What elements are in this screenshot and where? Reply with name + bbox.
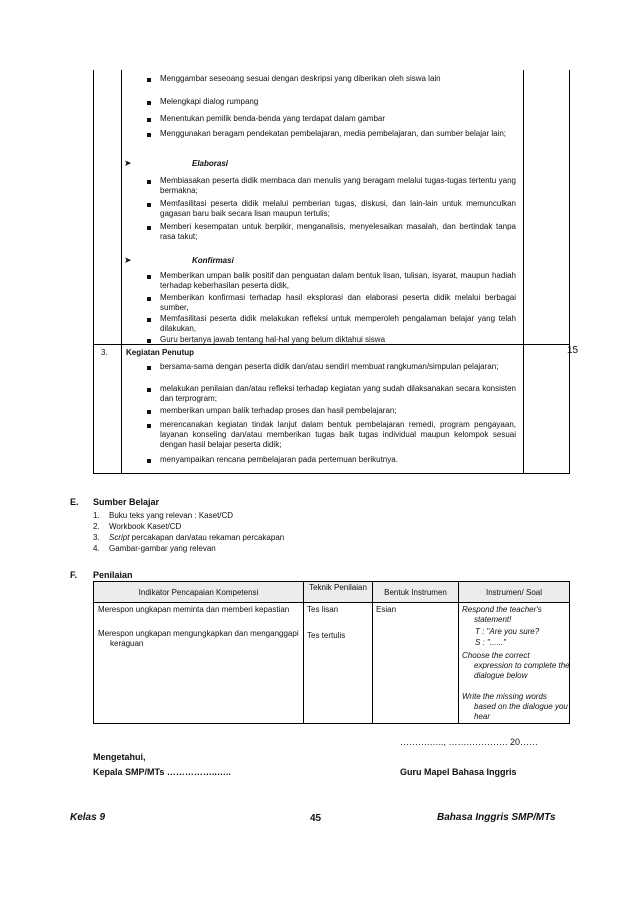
bullet-icon — [147, 339, 151, 343]
bullet-icon — [147, 424, 151, 428]
list-number: 2. — [93, 522, 100, 531]
soal-q2: Choose the correct expression to complete the dialogue below — [462, 651, 570, 680]
list-item: memberikan umpan balik terhadap proses dan hasil pembelajaran; — [160, 406, 397, 415]
bullet-icon — [147, 297, 151, 301]
bentuk-value: Esian — [376, 605, 397, 614]
section-letter: E. — [70, 497, 79, 507]
bullet-icon — [147, 133, 151, 137]
list-item: bersama-sama dengan peserta didik dan/atau sendiri membuat rangkuman/simpulan pelajaran; — [160, 362, 499, 371]
bullet-icon — [147, 459, 151, 463]
list-item: merencanakan kegiatan tindak lanjut dalam bentuk pembelajaran remedi, program pengayaan, layanan konseling dan/atau memberikan tugas baik tugas individual maupun kelompok sesuai dengan hasil belajar peserta didik; — [160, 420, 516, 449]
list-item: Memberikan konfirmasi terhadap hasil eksplorasi dan elaborasi peserta didik melalui berbagai sumber, — [160, 293, 516, 312]
teknik-item: Tes tertulis — [307, 631, 346, 640]
list-number: 1. — [93, 511, 100, 520]
place-date: ……….….., …….…………. 20…… — [400, 737, 539, 747]
header-indikator: Indikator Pencapaian Kompetensi — [138, 588, 259, 597]
footer-class: Kelas 9 — [70, 812, 106, 823]
header-soal: Instrumen/ Soal — [485, 588, 543, 597]
list-item: Menentukan pemilik benda-benda yang terdapat dalam gambar — [160, 114, 386, 123]
principal-label: Kepala SMP/MTs ……………..….. — [93, 767, 231, 777]
penutup-minutes: 15 — [567, 345, 579, 356]
section-title: Sumber Belajar — [93, 497, 160, 507]
teknik-item: Tes lisan — [307, 605, 339, 614]
list-item: Memberikan umpan balik positif dan penguatan dalam bentuk lisan, tulisan, isyarat, maupun hadiah terhadap keberhasilan peserta didik, — [160, 271, 516, 290]
bullet-icon — [147, 78, 151, 82]
soal-s-line: S : "......" — [475, 638, 507, 647]
list-item: Workbook Kaset/CD — [109, 522, 182, 531]
arrow-bullet-icon: ➤ — [124, 255, 132, 265]
list-item: Melengkapi dialog rumpang — [160, 97, 259, 106]
bullet-icon — [147, 203, 151, 207]
list-item — [109, 533, 284, 543]
list-item: Memfasilitasi peserta didik melalui pemberian tugas, diskusi, dan lain-lain untuk memunculkan gagasan baru baik secara lisan maupun tertulis; — [160, 199, 516, 218]
indikator-item: Merespon ungkapan mengungkapkan dan menganggapi keraguan — [98, 629, 299, 648]
bullet-icon — [147, 366, 151, 370]
bullet-icon — [147, 101, 151, 105]
bullet-icon — [147, 388, 151, 392]
known-by-label: Mengetahui, — [93, 752, 146, 762]
list-item: Menggunakan beragam pendekatan pembelajaran, media pembelajaran, dan sumber belajar lain; — [160, 129, 507, 138]
list-item: menyampaikan rencana pembelajaran pada pertemuan berikutnya. — [160, 455, 398, 464]
header-teknik: Teknik Penilaian — [309, 583, 367, 592]
list-item-rest: percakapan dan/atau rekaman percakapan — [129, 533, 285, 542]
footer-subject: Bahasa Inggris SMP/MTs — [437, 812, 556, 823]
header-bentuk: Bentuk Instrumen — [384, 588, 447, 597]
list-number: 4. — [93, 544, 100, 553]
script-word: Script — [109, 533, 130, 542]
bullet-icon — [147, 226, 151, 230]
penutup-title: Kegiatan Penutup — [126, 348, 195, 357]
page-number: 45 — [310, 813, 322, 824]
list-number: 3. — [93, 533, 100, 542]
list-item: Buku teks yang relevan : Kaset/CD — [109, 511, 234, 520]
konfirmasi-title: Konfirmasi — [192, 256, 234, 265]
list-item: Menggambar seseoang sesuai dengan deskripsi yang diberikan oleh siswa lain — [160, 74, 441, 83]
bullet-icon — [147, 180, 151, 184]
elaborasi-title: Elaborasi — [192, 159, 229, 168]
list-item: melakukan penilaian dan/atau refleksi terhadap kegiatan yang sudah dilaksanakan secara konsisten dan terprogram; — [160, 384, 516, 403]
list-item: Memfasilitasi peserta didik melakukan refleksi untuk memperoleh pengalaman belajar yang telah dilakukan, — [160, 314, 516, 333]
list-item: Guru bertanya jawab tentang hal-hal yang belum diktahui siswa — [160, 335, 386, 344]
soal-q3: Write the missing words based on the dialogue you hear — [462, 692, 568, 721]
bullet-icon — [147, 275, 151, 279]
section-letter: F. — [70, 570, 78, 580]
bullet-icon — [147, 318, 151, 322]
row-number: 3. — [101, 348, 108, 357]
arrow-bullet-icon: ➤ — [124, 158, 132, 168]
teacher-label: Guru Mapel Bahasa Inggris — [400, 767, 517, 777]
section-title: Penilaian — [93, 570, 133, 580]
list-item: Memberi kesempatan untuk berpikir, menganalisis, menyelesaikan masalah, dan bertindak tanpa rasa takut; — [160, 222, 516, 241]
list-item: Membiasakan peserta didik membaca dan menulis yang beragam melalui tugas-tugas tertentu yang bermakna; — [160, 176, 516, 195]
bullet-icon — [147, 118, 151, 122]
bullet-icon — [147, 410, 151, 414]
list-item: Gambar-gambar yang relevan — [109, 544, 216, 553]
soal-t-line: T : "Are you sure? — [475, 627, 540, 636]
soal-q1: Respond the teacher's statement! — [462, 605, 542, 624]
indikator-item: Merespon ungkapan meminta dan memberi kepastian — [98, 605, 290, 614]
